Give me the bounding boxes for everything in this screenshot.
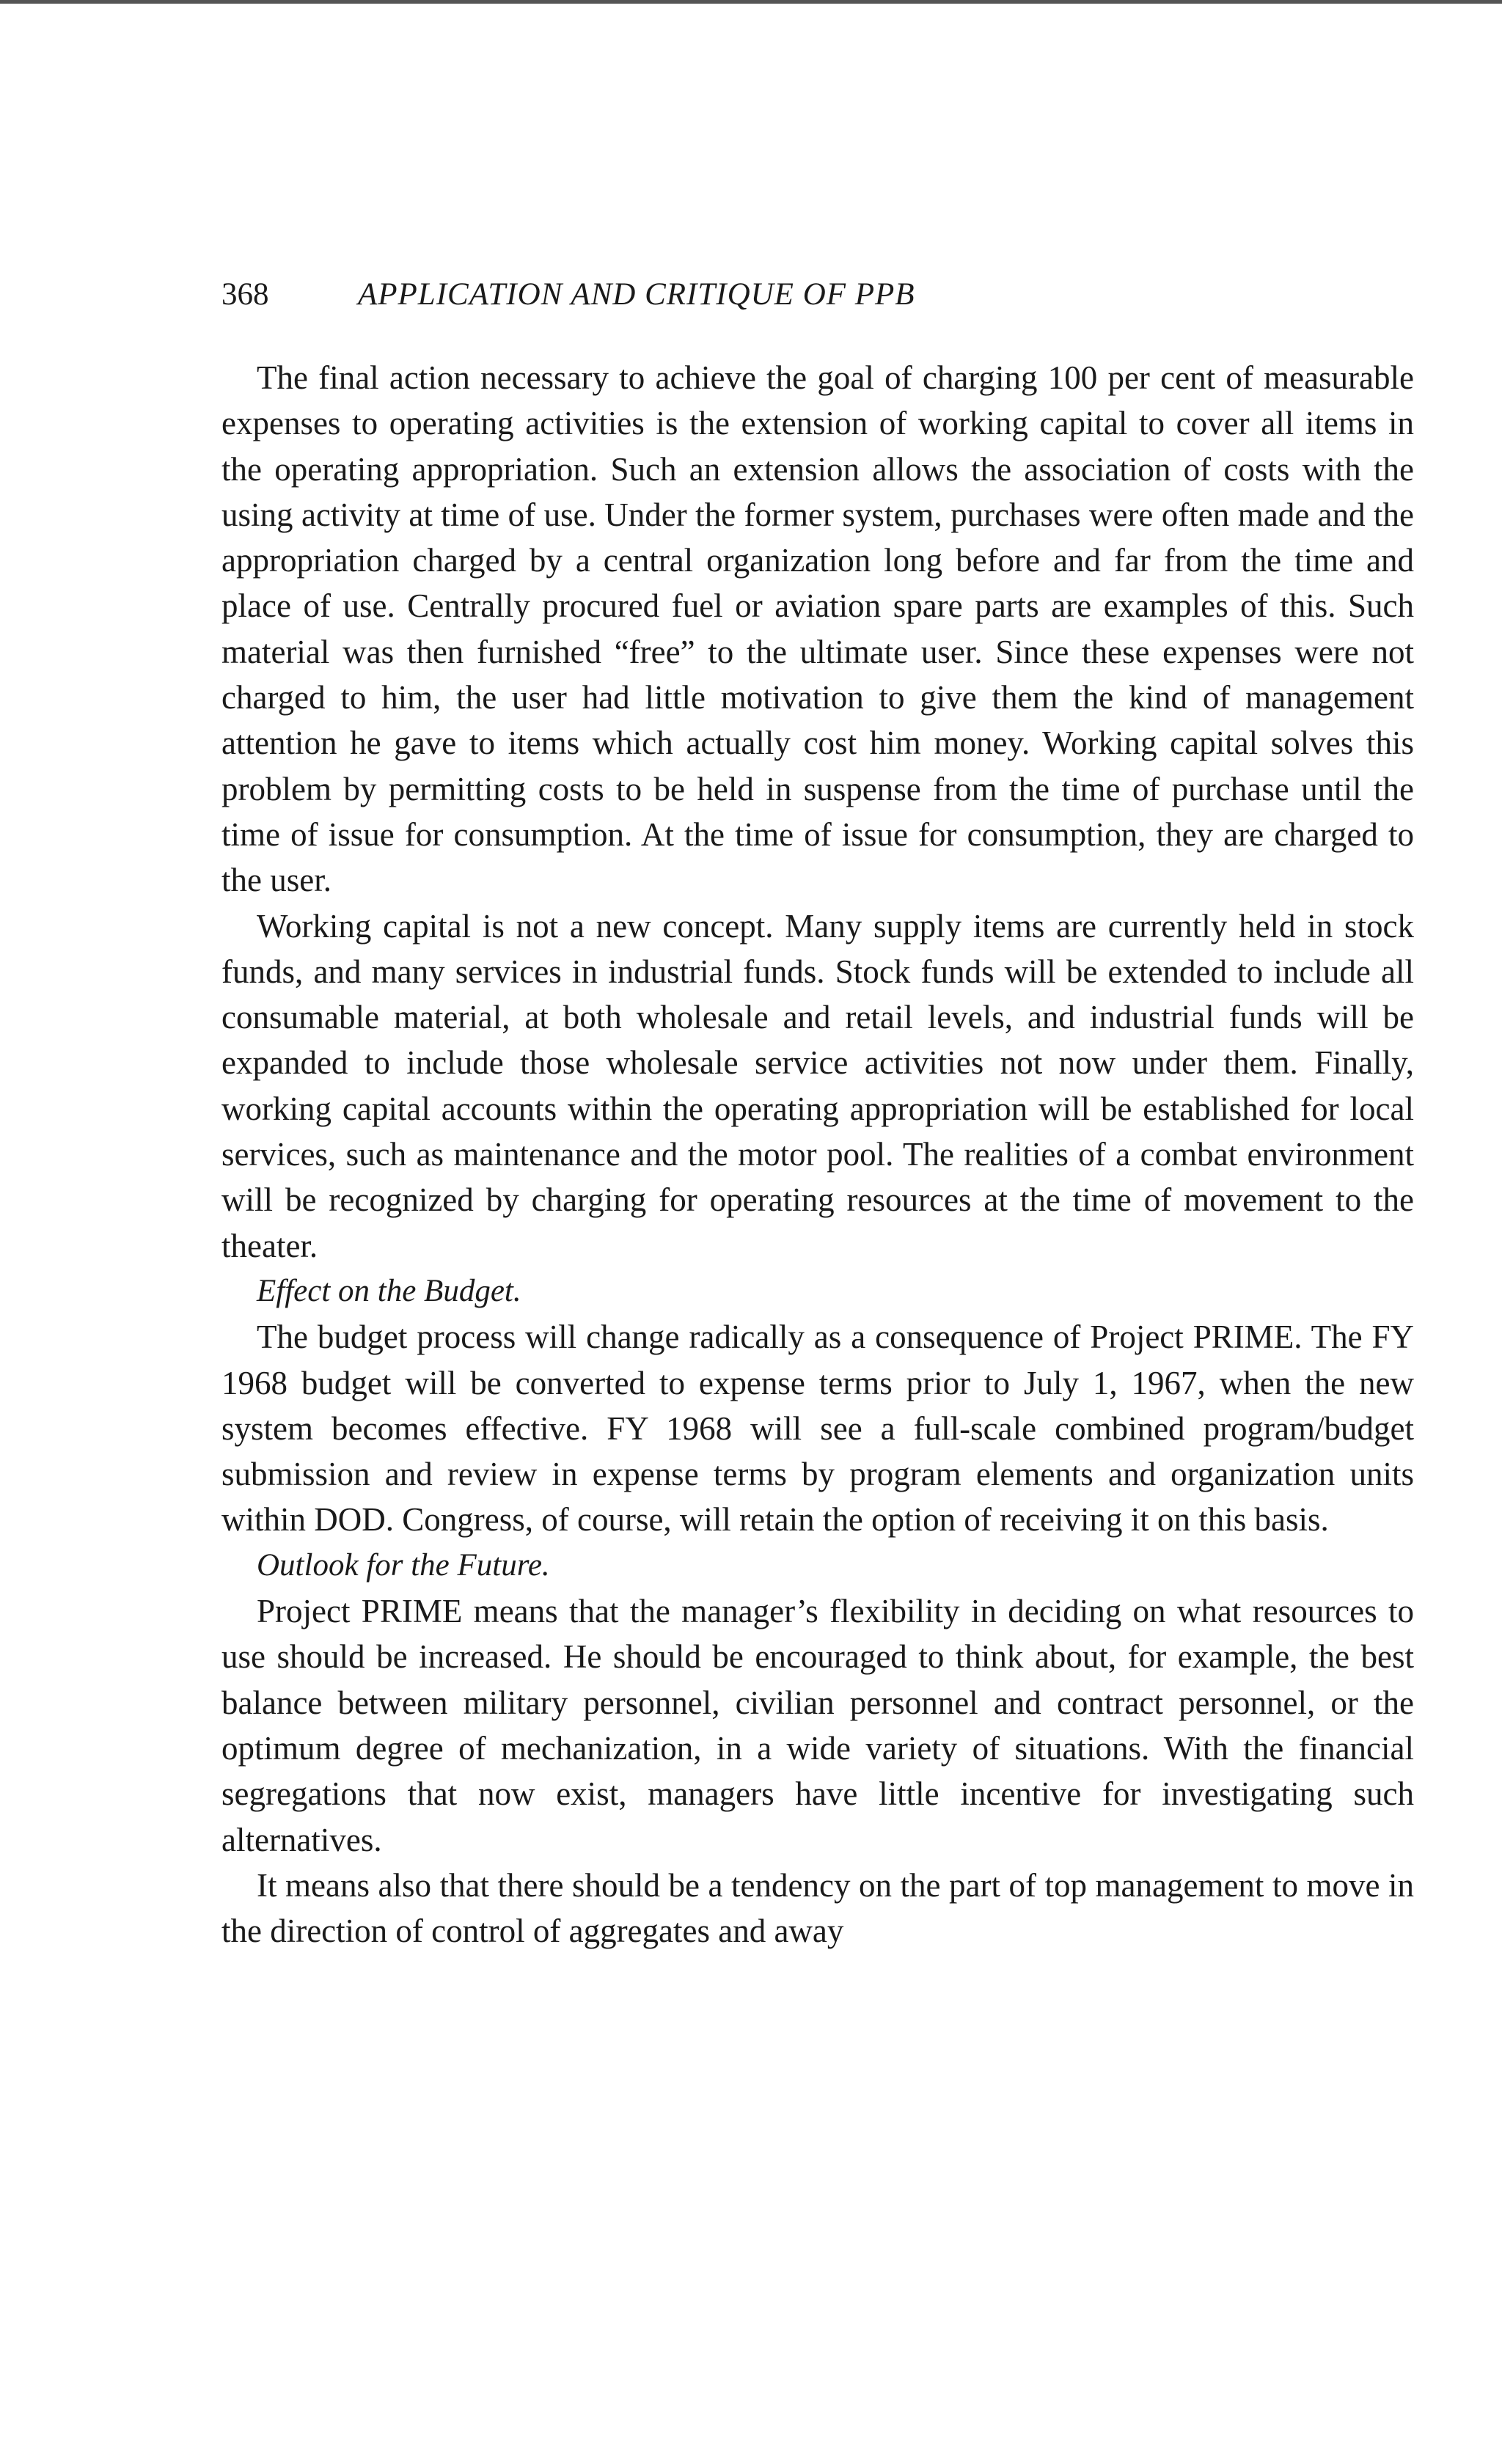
book-page [221,273,1414,1954]
body-text [221,355,1414,1954]
paragraph: Project PRIME means that the manager’s flexibility in deciding on what resources to use should be increased. He should be encouraged to think about, for example, the best balance between military personnel, civilian personnel and contract personnel, or the optimum degree of mechanization, in a wide variety of situations. With the financial segregations that now exist, managers have little incentive for investigating such alternatives. [221,1593,1414,1858]
running-head [221,273,1414,317]
paragraph: The budget process will change radically as a consequence of Project PRIME. The FY 1968 budget will be converted to expense terms prior to July 1, 1967, when the new system becomes effective. FY 1968 will see a full-scale combined program/budget submission and review in expense terms by program elements and organization units within DOD. Congress, of course, will retain the option of receiving it on this basis. [221,1319,1414,1539]
section-subheading: Outlook for the Future. [257,1547,550,1583]
section-subheading: Effect on the Budget. [257,1273,521,1308]
page-number: 368 [221,277,269,312]
running-title: APPLICATION AND CRITIQUE OF PPB [358,277,915,312]
paragraph: Working capital is not a new concept. Many supply items are currently held in stock funds, and many services in industrial funds. Stock funds will be extended to include all consumable material, at both wholesale and retail levels, and industrial funds will be expanded to include those wholesale service activities not now under them. Finally, working capital accounts within the operating appropriation will be established for local services, such as maintenance and the motor pool. The realities of a combat environment will be recognized by charging for operating resources at the time of movement to the theater. [221,907,1414,1264]
paragraph: It means also that there should be a tendency on the part of top management to move in the direction of control of aggregates and away [221,1866,1414,1950]
top-border-rule [0,0,1502,4]
paragraph: The final action necessary to achieve the goal of charging 100 per cent of measurable expenses to operating activities is the extension of working capital to cover all items in the operating appropriation. Such an extension allows the association of costs with the using activity at time of use. Under the former system, purchases were often made and the appropriation charged by a central organization long before and far from the time and place of use. Centrally procured fuel or aviation spare parts are examples of this. Such material was then furnished “free” to the ultimate user. Since these expenses were not charged to him, the user had little motivation to give them the kind of management attention he gave to items which actually cost him money. Working capital solves this problem by permitting costs to be held in suspense from the time of purchase until the time of issue for consumption. At the time of issue for consumption, they are charged to the user. [221,359,1414,899]
